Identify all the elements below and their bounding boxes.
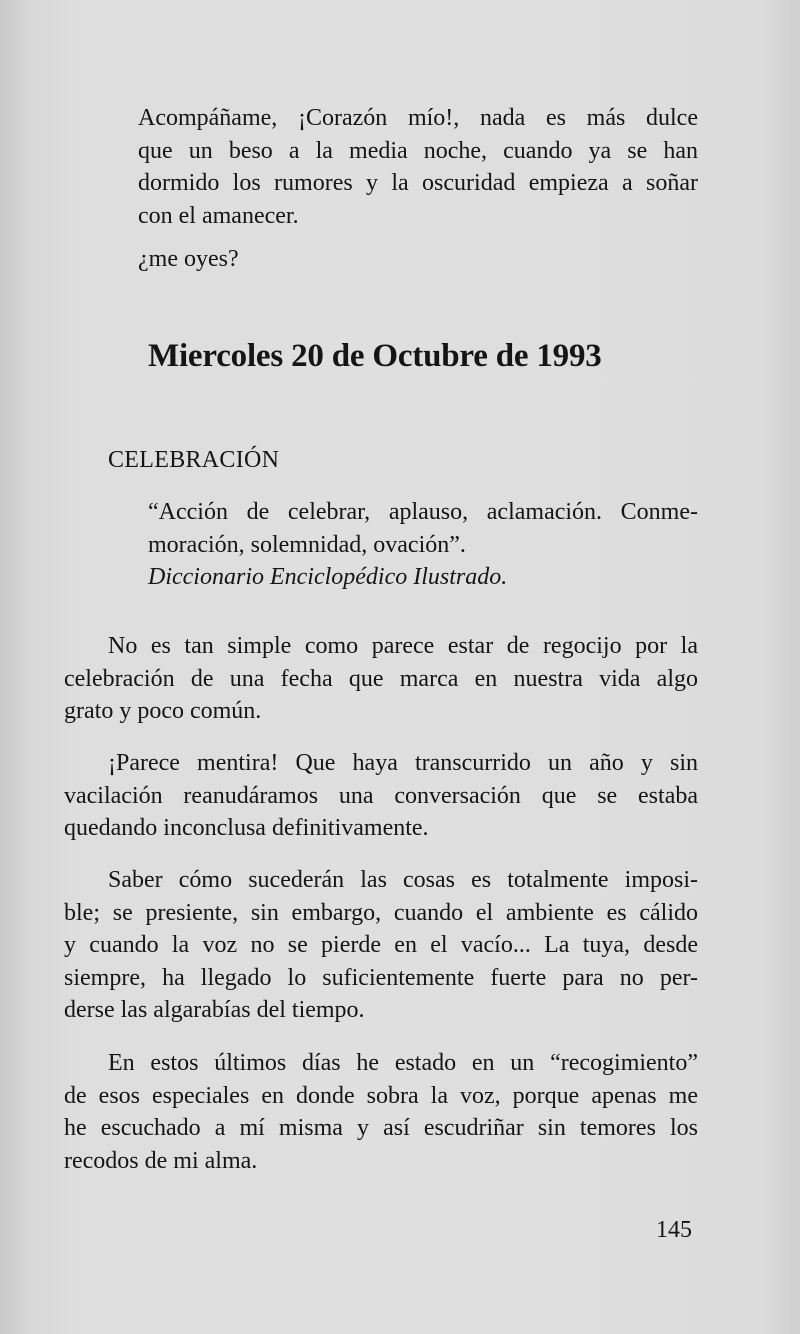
text-line: grato y poco común.: [64, 698, 262, 724]
text-line: y cuando la voz no se pierde en el vacío... La tuya, desde: [64, 932, 698, 958]
text-line: he escuchado a mí misma y así escudriñar sin temores los: [64, 1115, 698, 1141]
section-title: CELEBRACIÓN: [108, 447, 280, 473]
text-line: “Acción de celebrar, aplauso, aclamación. Conme-: [148, 499, 698, 525]
paragraph-2: [64, 747, 698, 845]
page-number: 145: [656, 1217, 692, 1243]
date-heading: Miercoles 20 de Octubre de 1993: [148, 338, 602, 374]
text-line: celebración de una fecha que marca en nuestra vida algo: [64, 665, 698, 692]
text-line: Saber cómo sucederán las cosas es totalmente imposi-: [108, 867, 698, 893]
text-line: ble; se presiente, sin embargo, cuando el ambiente es cálido: [64, 899, 698, 926]
intro-paragraph: [138, 102, 698, 232]
text-line: Acompáñame, ¡Corazón mío!, nada es más dulce: [138, 105, 698, 131]
text-line: En estos últimos días he estado en un “recogimiento”: [108, 1050, 698, 1076]
definition-source: Diccionario Enciclopédico Ilustrado.: [148, 564, 508, 590]
text-line: con el amanecer.: [138, 202, 299, 229]
text-line: siempre, ha llegado lo suficientemente fuerte para no per-: [64, 964, 698, 991]
text-line: vacilación reanudáramos una conversación que se estaba: [64, 782, 698, 809]
intro-question: [138, 243, 239, 276]
paragraph-3: [64, 864, 698, 1027]
text-line: recodos de mi alma.: [64, 1147, 258, 1174]
paragraph-1: [64, 630, 698, 728]
text-line: moración, solemnidad, ovación”.: [148, 531, 466, 558]
text-line: de esos especiales en donde sobra la voz, porque apenas me: [64, 1082, 698, 1109]
text-line: quedando inconclusa definitivamente.: [64, 815, 429, 841]
text-line: No es tan simple como parece estar de regocijo por la: [108, 633, 698, 659]
text-line: dormido los rumores y la oscuridad empieza a soñar: [138, 170, 698, 196]
text-line: ¡Parece mentira! Que haya transcurrido un año y sin: [108, 750, 698, 776]
paragraph-4: [64, 1047, 698, 1177]
text-line: ¿me oyes?: [138, 246, 239, 272]
text-line: que un beso a la media noche, cuando ya se han: [138, 137, 698, 164]
definition-quote: [148, 496, 698, 594]
text-line: derse las algarabías del tiempo.: [64, 997, 365, 1023]
